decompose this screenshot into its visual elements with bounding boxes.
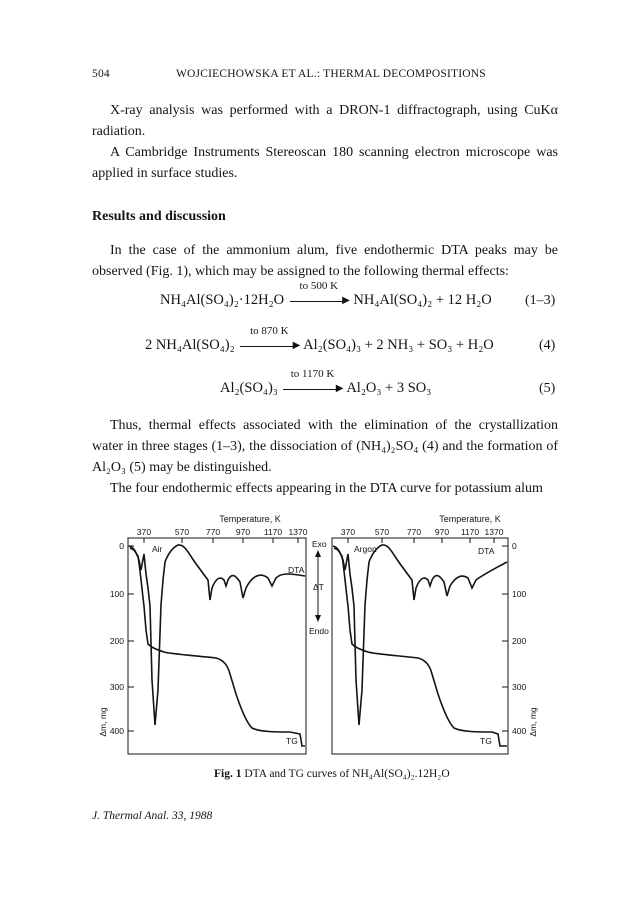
equation-2-condition: to 870 K <box>250 324 289 337</box>
right-y-label: Δm, mg <box>528 707 538 737</box>
paragraph-four <box>92 478 558 499</box>
figure-caption-label: Fig. 1 <box>214 768 242 780</box>
paragraph-xray <box>92 100 558 142</box>
equation-2-arrow: to 870 K ▶ <box>238 339 300 353</box>
left-dta-curve <box>129 545 305 725</box>
left-tg-label: TG <box>286 736 298 746</box>
left-temperature-ticks <box>137 527 308 537</box>
paragraph-four-text: The four endothermic effects appearing in the DTA curve for potassium alum <box>110 481 543 496</box>
paragraph-sem-text: A Cambridge Instruments Stereoscan 180 scanning electron microscope was applied in surface studies. <box>92 145 558 181</box>
left-y-tick-200: 200 <box>109 636 124 646</box>
right-y-tick-0: 0 <box>512 541 517 551</box>
equation-3-condition: to 1170 K <box>290 367 335 380</box>
journal-footer: J. Thermal Anal. 33, 1988 <box>92 810 213 822</box>
right-tick-4: 970 <box>434 527 450 537</box>
left-tick-5: 1170 <box>263 527 283 537</box>
left-y-tick-400: 400 <box>109 726 124 736</box>
right-tick-marks <box>348 538 508 731</box>
equation-1-number: (1–3) <box>525 293 556 308</box>
right-temperature-ticks <box>341 527 504 537</box>
figure-1 <box>100 510 540 767</box>
left-y-tick-300: 300 <box>109 682 124 692</box>
equation-3-rhs: Al₂O₃ + 3 SO₃ <box>346 380 432 396</box>
right-tick-5: 1170 <box>460 527 480 537</box>
right-dta-label: DTA <box>478 546 495 556</box>
left-tick-1: 370 <box>136 527 152 537</box>
left-dta-label: DTA <box>288 565 305 575</box>
endo-label: Endo <box>309 626 329 636</box>
left-atmosphere-label: Air <box>152 544 163 554</box>
arrow-down-icon <box>315 615 321 622</box>
right-dta-curve <box>333 545 507 725</box>
equation-1-condition: to 500 K <box>299 279 339 292</box>
right-temperature-title: Temperature, K <box>439 514 501 524</box>
equation-2 <box>145 324 494 354</box>
equation-3 <box>220 367 432 397</box>
left-tick-6: 1370 <box>288 527 308 537</box>
running-head: WOJCIECHOWSKA ET AL.: THERMAL DECOMPOSITIONS <box>176 68 486 80</box>
left-y-tick-100: 100 <box>109 589 124 599</box>
equation-3-arrow: to 1170 K ▶ <box>281 382 343 396</box>
left-y-label: Δm, mg <box>98 707 108 737</box>
left-tick-3: 770 <box>205 527 221 537</box>
figure-1-svg <box>100 510 540 762</box>
figure-caption <box>214 768 450 780</box>
equation-1-rhs: NH₄Al(SO₄)₂ + 12 H₂O <box>353 292 492 308</box>
equation-2-lhs: 2 NH₄Al(SO₄)₂ <box>145 337 235 353</box>
right-y-tick-100: 100 <box>512 589 527 599</box>
right-tg-label: TG <box>480 736 492 746</box>
right-y-tick-300: 300 <box>512 682 527 692</box>
equation-1-lhs: NH₄Al(SO₄)₂·12H₂O <box>160 292 285 308</box>
delta-t-label: ΔT <box>313 582 324 592</box>
page-number: 504 <box>92 68 110 80</box>
paragraph-thus <box>92 415 558 478</box>
left-temperature-title: Temperature, K <box>219 514 281 524</box>
exo-label: Exo <box>312 539 327 549</box>
left-tick-2: 570 <box>174 527 190 537</box>
right-tick-6: 1370 <box>484 527 504 537</box>
right-tick-2: 570 <box>374 527 390 537</box>
equation-1 <box>160 279 492 309</box>
arrow-up-icon <box>315 550 321 557</box>
paragraph-intro-text: In the case of the ammonium alum, five endothermic DTA peaks may be observed (Fig. 1), which may be assigned to the following thermal effects: <box>92 243 558 279</box>
right-tick-3: 770 <box>406 527 422 537</box>
equation-1-arrow: to 500 K ▶ <box>288 294 350 308</box>
paragraph-thus-text: Thus, thermal effects associated with the elimination of the crystallization water in three stages (1–3), the dissociation of (NH₄)₂SO₄ (4) and the formation of Al₂O₃ (5) may be distinguished. <box>92 418 558 475</box>
right-atmosphere-label: Argon <box>354 544 377 554</box>
paragraph-intro <box>92 240 558 282</box>
right-y-tick-400: 400 <box>512 726 527 736</box>
paragraph-xray-text: X-ray analysis was performed with a DRON-1 diffractograph, using CuKα radiation. <box>92 103 558 139</box>
right-y-tick-200: 200 <box>512 636 527 646</box>
left-tick-4: 970 <box>235 527 251 537</box>
paragraph-sem <box>92 142 558 184</box>
equation-3-lhs: Al₂(SO₄)₃ <box>220 380 278 396</box>
figure-caption-text: DTA and TG curves of NH₄Al(SO₄)₂.12H₂O <box>244 768 450 780</box>
equation-2-rhs: Al₂(SO₄)₃ + 2 NH₃ + SO₃ + H₂O <box>303 337 494 353</box>
left-y-tick-0: 0 <box>119 541 124 551</box>
equation-2-number: (4) <box>539 338 556 353</box>
section-heading: Results and discussion <box>92 209 226 224</box>
equation-3-number: (5) <box>539 381 556 396</box>
right-tick-1: 370 <box>340 527 356 537</box>
